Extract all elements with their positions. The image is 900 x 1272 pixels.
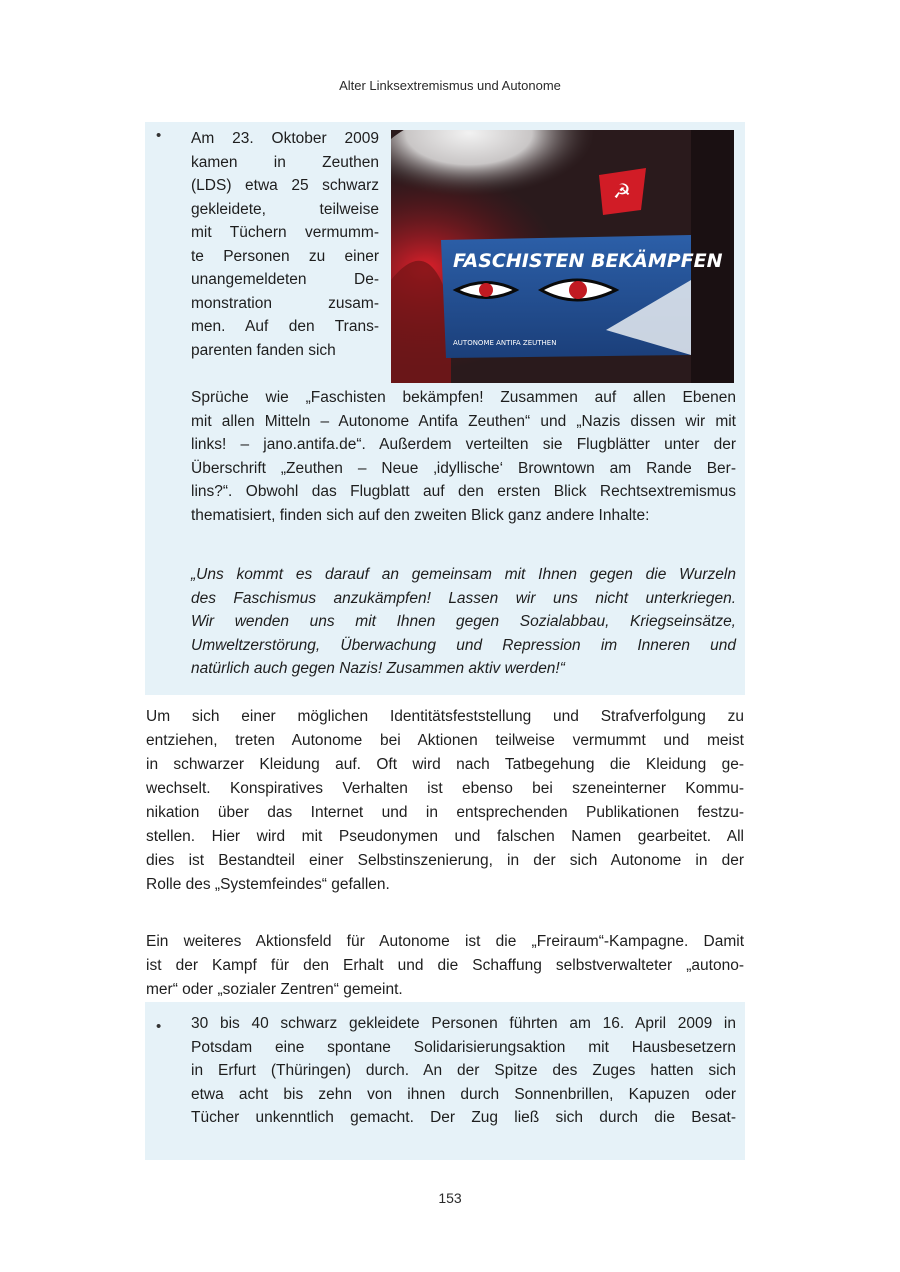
narrow-text-column bbox=[191, 127, 379, 362]
text-line: des Faschismus anzukämpfen! Lassen wir uns nicht unterkriegen. bbox=[191, 589, 736, 607]
text-line: stellen. Hier wird mit Pseudonymen und falschen Namen gearbeitet. All bbox=[146, 828, 744, 845]
text-line: natürlich auch gegen Nazis! Zusammen aktiv werden!“ bbox=[191, 660, 565, 677]
text-line: parenten fanden sich bbox=[191, 341, 336, 359]
text-line: nikation über das Internet und in entsprechenden Publikationen festzu- bbox=[146, 804, 744, 821]
page-number: 153 bbox=[438, 1190, 462, 1206]
paragraph-identity bbox=[146, 705, 744, 897]
text-line: 30 bis 40 schwarz gekleidete Personen führten am 16. April 2009 in bbox=[191, 1015, 736, 1032]
demonstration-photo bbox=[391, 130, 734, 383]
text-line: dies ist Bestandteil einer Selbstinszenierung, in der sich Autonome in der bbox=[146, 852, 744, 869]
text-line: Um sich einer möglichen Identitätsfeststellung und Strafverfolgung zu bbox=[146, 708, 744, 725]
running-header: Alter Linksextremismus und Autonome bbox=[339, 78, 561, 93]
text-line: thematisiert, finden sich auf den zweiten Blick ganz andere Inhalte: bbox=[191, 506, 650, 524]
text-line: in Erfurt (Thüringen) durch. An der Spitze des Zuges hatten sich bbox=[191, 1062, 736, 1079]
text-line: men. Auf den Trans- bbox=[191, 318, 379, 335]
text-line: Wir wenden uns mit Ihnen gegen Sozialabbau, Kriegseinsätze, bbox=[191, 613, 736, 630]
text-line: monstration zusam- bbox=[191, 294, 379, 312]
text-line: mit allen Mitteln – Autonome Antifa Zeuthen“ und „Nazis dissen wir mit bbox=[191, 412, 736, 430]
text-line: te Personen zu einer bbox=[191, 247, 379, 265]
svg-text:AUTONOME ANTIFA ZEUTHEN: AUTONOME ANTIFA ZEUTHEN bbox=[453, 339, 557, 347]
paragraph-box1-continued bbox=[191, 386, 736, 527]
text-line: Tücher unkenntlich gemacht. Der Zug ließ sich durch die Besat- bbox=[191, 1109, 736, 1126]
paragraph-freiraum bbox=[146, 930, 744, 1002]
svg-text:FASCHISTEN BEKÄMPFEN: FASCHISTEN BEKÄMPFEN bbox=[453, 250, 723, 272]
text-line: lins?“. Obwohl das Flugblatt auf den ersten Blick Rechtsextremismus bbox=[191, 483, 736, 500]
text-line: Sprüche wie „Faschisten bekämpfen! Zusammen auf allen Ebenen bbox=[191, 389, 736, 406]
text-line: in schwarzer Kleidung auf. Oft wird nach Tatbegehung die Kleidung ge- bbox=[146, 756, 744, 773]
paragraph-box2 bbox=[191, 1012, 736, 1130]
bullet-marker: • bbox=[156, 127, 162, 144]
text-line: Ein weiteres Aktionsfeld für Autonome ist die „Freiraum“-Kampagne. Damit bbox=[146, 933, 744, 950]
text-line: mer“ oder „sozialer Zentren“ gemeint. bbox=[146, 981, 403, 998]
text-line: Potsdam eine spontane Solidarisierungsaktion mit Hausbesetzern bbox=[191, 1038, 736, 1056]
text-line: Rolle des „Systemfeindes“ gefallen. bbox=[146, 876, 390, 893]
bullet-marker: • bbox=[156, 1018, 162, 1035]
text-line: gekleidete, teilweise bbox=[191, 200, 379, 218]
text-line: ist der Kampf für den Erhalt und die Schaffung selbstverwalteter „autono- bbox=[146, 957, 744, 974]
leaflet-quote bbox=[191, 563, 736, 681]
red-flag-icon bbox=[599, 168, 646, 215]
text-line: „Uns kommt es darauf an gemeinsam mit Ihnen gegen die Wurzeln bbox=[191, 566, 736, 583]
text-line: links! – jano.antifa.de“. Außerdem verteilten sie Flugblätter unter der bbox=[191, 436, 736, 453]
text-line: (LDS) etwa 25 schwarz bbox=[191, 177, 379, 194]
text-line: Am 23. Oktober 2009 bbox=[191, 130, 379, 147]
svg-text:☭: ☭ bbox=[613, 179, 631, 203]
text-line: Überschrift „Zeuthen – Neue ‚idyllische‘ Browntown am Rande Ber- bbox=[191, 459, 736, 477]
text-line: mit Tüchern vermumm- bbox=[191, 224, 379, 241]
text-line: unangemeldeten De- bbox=[191, 271, 379, 288]
text-line: Umweltzerstörung, Überwachung und Repression im Inneren und bbox=[191, 636, 736, 654]
text-line: etwa acht bis zehn von ihnen durch Sonnenbrillen, Kapuzen oder bbox=[191, 1085, 736, 1103]
text-line: kamen in Zeuthen bbox=[191, 153, 379, 171]
text-line: entziehen, treten Autonome bei Aktionen teilweise vermummt und meist bbox=[146, 732, 744, 749]
text-line: wechselt. Konspiratives Verhalten ist ebenso bei szeneinterner Kommu- bbox=[146, 780, 744, 797]
